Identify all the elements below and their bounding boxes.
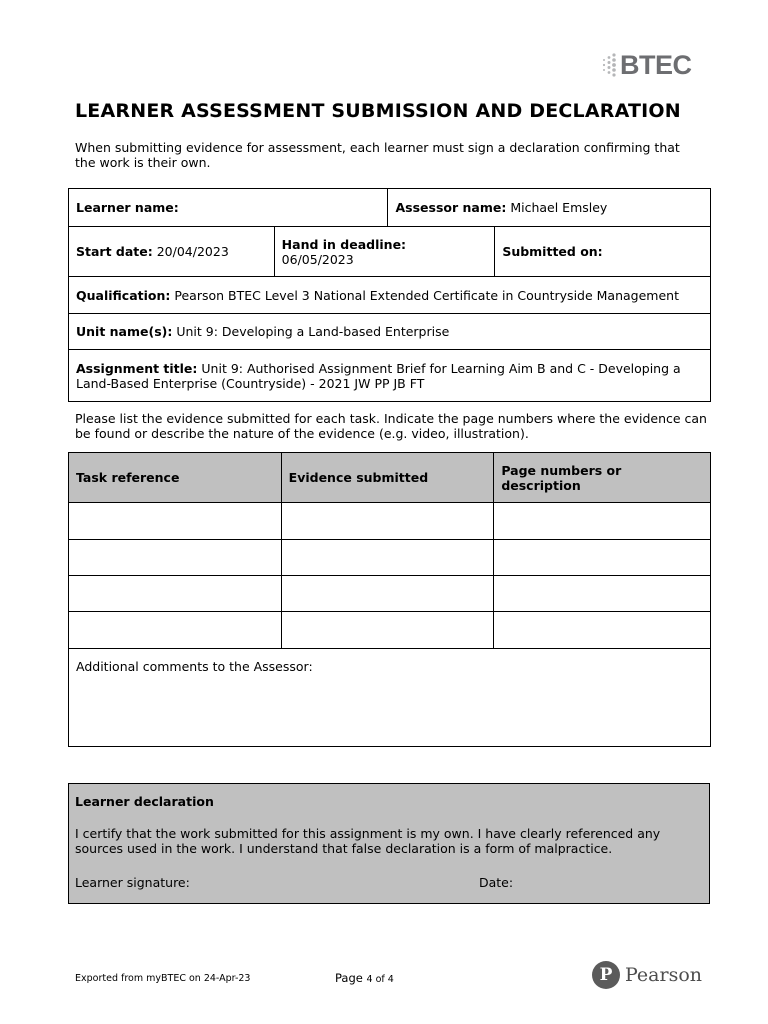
unit-label: Unit name(s): — [76, 324, 173, 339]
assignment-label: Assignment title: — [76, 360, 198, 376]
start-date-label: Start date: — [76, 244, 153, 259]
submitted-on-label: Submitted on: — [502, 244, 603, 259]
evidence-instructions: Please list the evidence submitted for each task. Indicate the page numbers where the evidence can be found or describe the nature of the evidence (e.g. video, illustration). — [75, 411, 707, 441]
evidence-table — [68, 452, 711, 747]
additional-comments-label: Additional comments to the Assessor: — [76, 659, 313, 674]
unit-value: Unit 9: Developing a Land-based Enterprise — [176, 324, 450, 339]
page-numbers-cell[interactable] — [494, 576, 711, 612]
pearson-logo-letter: P — [599, 965, 613, 985]
hand-in-cell — [274, 227, 495, 277]
learner-signature-field[interactable]: Learner signature: — [75, 875, 190, 890]
pearson-p-icon — [592, 961, 620, 989]
intro-text: When submitting evidence for assessment, each learner must sign a declaration confirming that the work is their own. — [75, 140, 680, 170]
btec-logo-text: BTEC — [620, 49, 692, 80]
export-note: Exported from myBTEC on 24-Apr-23 — [75, 973, 251, 984]
page-word: Page — [335, 971, 363, 985]
unit-cell — [69, 314, 711, 350]
header-evidence-submitted: Evidence submitted — [281, 453, 494, 503]
page-title: LEARNER ASSESSMENT SUBMISSION AND DECLARATION — [75, 100, 681, 122]
evidence-submitted-cell[interactable] — [281, 540, 494, 576]
evidence-submitted-cell[interactable] — [281, 576, 494, 612]
assignment-cell — [69, 350, 711, 402]
header-page-numbers: Page numbers or description — [494, 453, 711, 503]
pearson-logo — [592, 961, 702, 989]
header-task-reference: Task reference — [69, 453, 282, 503]
learner-declaration-box — [68, 783, 710, 904]
task-reference-cell[interactable] — [69, 576, 282, 612]
pearson-logo-text: Pearson — [625, 964, 703, 986]
learner-name-label: Learner name: — [76, 200, 179, 215]
declaration-text: I certify that the work submitted for this assignment is my own. I have clearly referenced any sources used in the work. I understand that false declaration is a form of malpractice. — [75, 826, 661, 856]
assessor-name-cell — [388, 189, 711, 227]
page-numbers-cell[interactable] — [494, 503, 711, 540]
learner-name-cell[interactable] — [69, 189, 388, 227]
assignment-value: Unit 9: Authorised Assignment Brief for Learning Aim B and C - Developing a Land-Based Enterprise (Countryside) - 2021 JW PP JB FT — [76, 360, 681, 391]
qualification-cell — [69, 277, 711, 314]
qualification-label: Qualification: — [76, 287, 171, 303]
learner-info-table — [68, 188, 711, 402]
declaration-heading: Learner declaration — [75, 794, 214, 809]
page-numbers-cell[interactable] — [494, 612, 711, 649]
dots-icon — [600, 51, 618, 79]
start-date-value: 20/04/2023 — [156, 244, 229, 259]
task-reference-cell[interactable] — [69, 503, 282, 540]
table-row — [69, 612, 711, 649]
submitted-on-cell[interactable] — [495, 227, 711, 277]
assessor-name-value: Michael Emsley — [510, 200, 608, 215]
task-reference-cell[interactable] — [69, 612, 282, 649]
assessor-name-label: Assessor name: — [395, 200, 507, 215]
evidence-submitted-cell[interactable] — [281, 612, 494, 649]
start-date-cell — [69, 227, 275, 277]
hand-in-label: Hand in deadline: — [281, 236, 407, 252]
table-row — [69, 503, 711, 540]
hand-in-value: 06/05/2023 — [281, 251, 354, 267]
table-row — [69, 540, 711, 576]
page-number — [335, 971, 394, 985]
additional-comments-cell[interactable] — [69, 649, 711, 747]
task-reference-cell[interactable] — [69, 540, 282, 576]
page-count: 4 of 4 — [366, 974, 394, 985]
declaration-date-field[interactable]: Date: — [479, 875, 514, 890]
table-row — [69, 576, 711, 612]
qualification-value: Pearson BTEC Level 3 National Extended Certificate in Countryside Management — [174, 287, 679, 303]
btec-logo — [600, 48, 700, 82]
evidence-submitted-cell[interactable] — [281, 503, 494, 540]
page-numbers-cell[interactable] — [494, 540, 711, 576]
